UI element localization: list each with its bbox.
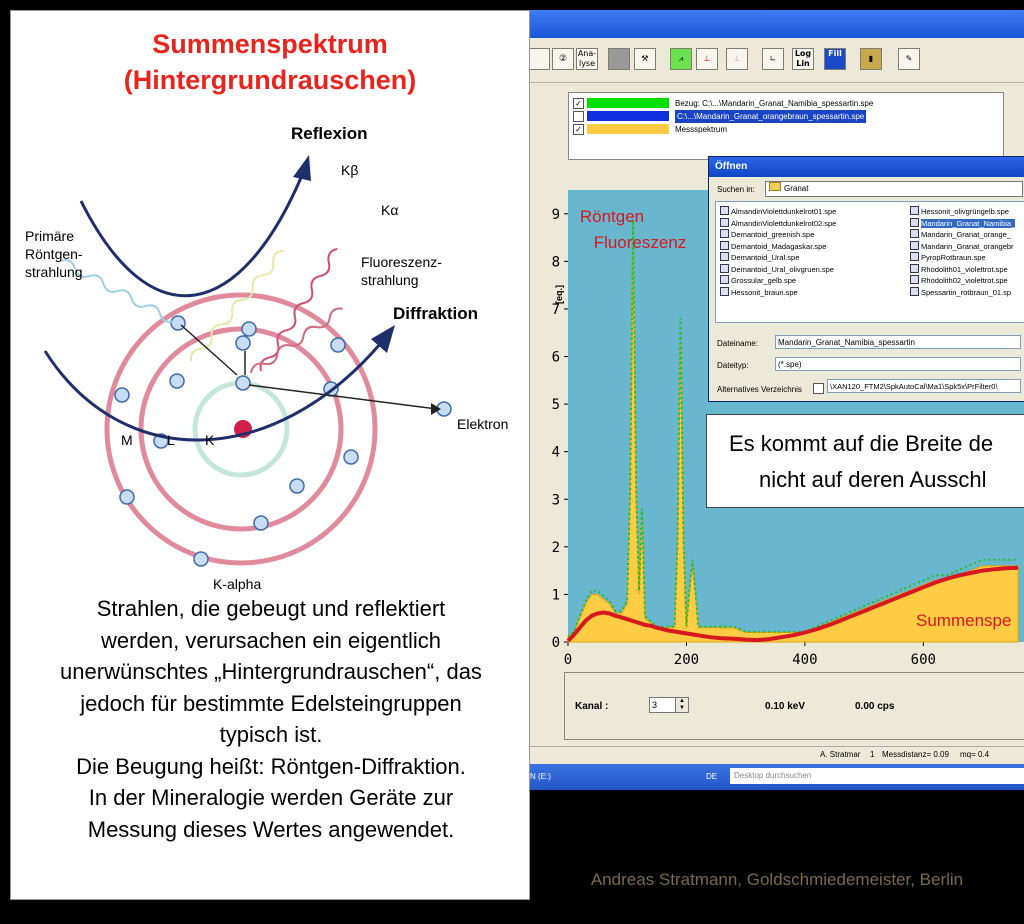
- file-item[interactable]: AlmandinViolettdunkelrot01.spe: [720, 206, 836, 216]
- label-shell-k: K: [205, 432, 215, 448]
- status-messdistanz: Messdistanz= 0.09: [882, 750, 949, 759]
- taskbar-lang[interactable]: DE: [706, 772, 718, 781]
- file-icon: [720, 229, 729, 238]
- legend-swatch: [587, 124, 669, 134]
- file-icon: [720, 264, 729, 273]
- file-item[interactable]: Rhodolith02_violettrot.spe: [910, 275, 1008, 285]
- kanal-label: Kanal :: [575, 701, 609, 712]
- file-item[interactable]: Mandarin_Granat_orange_: [910, 229, 1011, 239]
- axis-icon[interactable]: ∟: [762, 48, 784, 70]
- desktop-search-input[interactable]: Desktop durchsuchen: [730, 768, 1024, 784]
- file-icon: [910, 264, 919, 273]
- x-tick-label: 200: [673, 652, 700, 668]
- caption-line: unerwünschtes „Hintergrundrauschen“, das: [60, 659, 482, 684]
- toolbar-button-partial[interactable]: [530, 48, 550, 70]
- file-icon: [720, 275, 729, 284]
- file-icon: [720, 206, 729, 215]
- caption-line: Strahlen, die gebeugt und reflektiert: [96, 596, 446, 621]
- software-screen: [530, 10, 1024, 790]
- fill-button[interactable]: Fill: [824, 48, 846, 70]
- kanal-panel: [564, 672, 1024, 740]
- caption-line: werden, verursachen ein eigentlich: [101, 627, 441, 653]
- file-item[interactable]: Rhodolith01_violettrot.spe: [910, 264, 1008, 274]
- file-icon: [910, 206, 919, 215]
- label-primaer-2: Röntgen-: [25, 246, 83, 262]
- y-tick-label: 3: [551, 492, 560, 509]
- y-tick-label: 9: [551, 206, 560, 223]
- legend-swatch: [587, 98, 669, 108]
- caption-line: jedoch für bestimmte Edelsteingruppen: [80, 690, 462, 716]
- legend-swatch: [587, 111, 669, 121]
- legend-checkbox[interactable]: ✓: [573, 98, 584, 109]
- y-tick-label: 4: [551, 444, 560, 461]
- file-item[interactable]: Grossular_gelb.spe: [720, 275, 796, 285]
- status-mq: mq= 0.4: [960, 750, 990, 759]
- file-item[interactable]: Mandarin_Granat_orangebr: [910, 241, 1014, 251]
- status-field: 1: [870, 750, 875, 759]
- reflexion-curve: [81, 173, 303, 296]
- fluoreszenz-wave: [249, 305, 345, 376]
- y-axis: [552, 207, 568, 651]
- reflexion-arrowhead: [293, 155, 311, 181]
- file-item[interactable]: PyropRotbraun.spe: [910, 252, 986, 262]
- file-item[interactable]: Demantoid_Madagaskar.spe: [720, 241, 826, 251]
- label-diffraktion: Diffraktion: [393, 304, 478, 323]
- exit-door-icon[interactable]: ▮: [860, 48, 882, 70]
- file-icon: [910, 218, 919, 227]
- suchen-in-select[interactable]: [765, 181, 1023, 197]
- y-tick-label: 2: [551, 539, 560, 556]
- file-item[interactable]: Mandarin_Granat_Namibia_: [910, 218, 1015, 228]
- atom-diagram: [11, 111, 529, 595]
- label-reflexion: Reflexion: [291, 124, 368, 143]
- caption: [21, 593, 521, 845]
- legend-text: Messspektrum: [675, 125, 728, 134]
- file-item[interactable]: Demantoid_Ural_olivgruen.spe: [720, 264, 834, 274]
- label-k-alpha: Kα: [381, 202, 399, 218]
- file-icon: [720, 218, 729, 227]
- panel-subtitle: (Hintergrundrauschen): [123, 65, 417, 95]
- label-shell-l: L: [167, 432, 175, 448]
- peak-marker-icon[interactable]: ⊥: [696, 48, 718, 70]
- log-lin-button[interactable]: Log Lin: [792, 48, 814, 70]
- dateityp-label: Dateityp:: [717, 361, 749, 370]
- y-tick-label: 0: [551, 635, 560, 651]
- file-item[interactable]: AlmandinViolettdunkelrot02.spe: [720, 218, 836, 228]
- alt-verzeichnis-label: Alternatives Verzeichnis: [717, 385, 802, 394]
- x-tick-label: 400: [792, 652, 818, 668]
- label-shell-m: M: [121, 432, 133, 448]
- alt-verzeichnis-checkbox[interactable]: [813, 383, 824, 394]
- caption-line: In der Mineralogie werden Geräte zur: [88, 785, 454, 810]
- file-icon: [720, 252, 729, 261]
- x-axis: [564, 642, 936, 668]
- suchen-in-value: Granat: [784, 184, 809, 193]
- dateiname-label: Dateiname:: [717, 339, 758, 348]
- file-icon: [910, 241, 919, 250]
- y-tick-label: 8: [551, 254, 560, 271]
- file-icon: [910, 229, 919, 238]
- message-box: [706, 414, 1024, 508]
- label-primaer-3: strahlung: [25, 264, 83, 280]
- file-icon: [910, 252, 919, 261]
- dialog-title: Öffnen: [715, 161, 748, 172]
- taskbar: [530, 764, 1024, 790]
- y-tick-label: 5: [551, 397, 560, 414]
- kanal-stepper[interactable]: ▲ ▼: [675, 697, 689, 713]
- label-fluoreszenz-2: strahlung: [361, 272, 419, 288]
- compare-2-button[interactable]: ②: [552, 48, 574, 70]
- annotation-roentgen: Röntgen: [579, 207, 645, 226]
- analyse-button[interactable]: Ana- lyse: [577, 49, 597, 68]
- file-list[interactable]: [715, 201, 1024, 323]
- file-icon: [910, 275, 919, 284]
- cps-value: 0.00 cps: [855, 701, 895, 712]
- x-tick-label: 0: [563, 652, 573, 668]
- file-item[interactable]: Spessartin_rotbraun_01.sp: [910, 287, 1011, 297]
- statusbar: [530, 746, 1024, 765]
- window-titlebar: [530, 10, 1024, 38]
- info-panel: [10, 10, 530, 900]
- file-item[interactable]: Hessonit_olivgrüngelb.spe: [910, 206, 1009, 216]
- tools-icon[interactable]: ⚒: [634, 48, 656, 70]
- kanal-input[interactable]: 3: [649, 697, 679, 713]
- y-axis-label: [eq.]: [554, 285, 564, 304]
- label-fluoreszenz-1: Fluoreszenz-: [361, 254, 442, 270]
- legend-text: Bezug: C:\...\Mandarin_Granat_Namibia_spessartin.spe: [675, 99, 874, 108]
- caption-line: Die Beugung heißt: Röntgen-Diffraktion.: [76, 753, 466, 779]
- file-icon: [720, 241, 729, 250]
- y-tick-label: 7: [551, 301, 560, 318]
- kev-value: 0.10 keV: [765, 701, 806, 712]
- open-dialog: [708, 156, 1024, 402]
- file-item[interactable]: Demantoid_Ural.spe: [720, 252, 799, 262]
- caption-line: typisch ist.: [219, 722, 323, 747]
- toolbar-gray-button[interactable]: [608, 48, 630, 70]
- taskbar-drive[interactable]: N (E:): [530, 772, 551, 781]
- spectrum-legend: [568, 92, 1004, 160]
- label-primaer-1: Primäre: [25, 228, 75, 244]
- spectrum-view-icon[interactable]: ⩘: [670, 48, 692, 70]
- file-icon: [720, 287, 729, 296]
- y-tick-label: 1: [551, 587, 560, 604]
- label-k-alpha-bottom: K-alpha: [213, 576, 262, 592]
- panel-title: Summenspektrum: [152, 29, 388, 59]
- caption-line: Messung dieses Wertes angewendet.: [87, 816, 455, 842]
- y-tick-label: 6: [551, 349, 560, 366]
- alt-verzeichnis-input[interactable]: \XAN120_FTM2\SpkAutoCal\Ma1\Spk5x\PrFilter0\: [827, 379, 1021, 393]
- peak-marker-disabled-icon[interactable]: ⊥: [726, 48, 748, 70]
- folder-icon: [769, 182, 781, 191]
- legend-checkbox[interactable]: ✓: [573, 124, 584, 135]
- dateityp-select[interactable]: (*.spe): [775, 357, 1021, 371]
- message-line-1: Es kommt auf die Breite de: [729, 431, 994, 456]
- legend-text-selected: C:\...\Mandarin_Granat_orangebraun_spessartin.spe: [677, 112, 865, 121]
- toolbar: [530, 38, 1024, 83]
- print-edit-icon[interactable]: ✎: [898, 48, 920, 70]
- status-user: A. Stratmar: [820, 750, 861, 759]
- label-elektron: Elektron: [457, 416, 509, 432]
- file-item[interactable]: Demantoid_greenish.spe: [720, 229, 814, 239]
- annotation-fluoreszenz: Fluoreszenz: [593, 233, 687, 252]
- message-line-2: nicht auf deren Ausschl: [759, 467, 987, 492]
- x-tick-label: 600: [910, 652, 936, 668]
- footer-credit: Andreas Stratmann, Goldschmiedemeister, Berlin: [590, 870, 964, 889]
- dateiname-input[interactable]: Mandarin_Granat_Namibia_spessartin: [775, 335, 1021, 349]
- legend-checkbox[interactable]: [573, 111, 584, 122]
- dialog-titlebar: [709, 157, 1024, 177]
- suchen-in-label: Suchen in:: [717, 185, 755, 194]
- file-icon: [910, 287, 919, 296]
- label-k-beta: Kβ: [341, 162, 359, 178]
- file-item[interactable]: Hessonit_braun.spe: [720, 287, 798, 297]
- annotation-summenspektrum: Summenspe: [916, 611, 1012, 630]
